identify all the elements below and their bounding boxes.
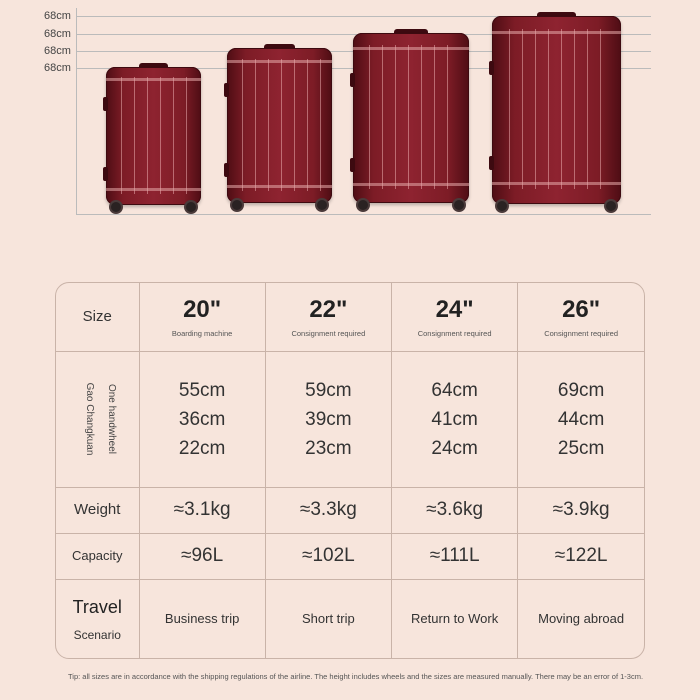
scenario-cell-20: Business trip <box>139 579 265 659</box>
size-value: 20" <box>183 295 222 323</box>
size-row <box>56 283 644 351</box>
spec-table <box>55 282 645 659</box>
dimensions-label-a: One handwheel <box>106 383 117 455</box>
size-value: 26" <box>562 295 601 323</box>
size-type: Consignment required <box>291 328 366 338</box>
suitcase-22-image <box>227 48 332 203</box>
size-cell-22 <box>265 283 391 351</box>
size-header: Size <box>56 283 139 351</box>
scenario-cell-26: Moving abroad <box>518 579 644 659</box>
width-value: 39cm <box>305 408 352 430</box>
dimensions-cell-22 <box>265 351 391 487</box>
size-cell-20 <box>139 283 265 351</box>
height-axis <box>76 8 77 215</box>
luggage-illustration <box>0 0 700 260</box>
depth-value: 22cm <box>178 437 226 459</box>
depth-value: 24cm <box>431 437 478 459</box>
floor-line <box>76 214 651 215</box>
dimensions-row <box>56 351 644 487</box>
weight-header: Weight <box>56 487 139 533</box>
scenario-cell-24: Return to Work <box>392 579 518 659</box>
size-value: 24" <box>435 295 474 323</box>
capacity-cell-22: ≈102L <box>265 533 391 579</box>
size-cell-24 <box>392 283 518 351</box>
capacity-row <box>56 533 644 579</box>
travel-label: Travel <box>72 596 122 617</box>
weight-cell-22: ≈3.3kg <box>265 487 391 533</box>
weight-cell-26: ≈3.9kg <box>518 487 644 533</box>
weight-cell-20: ≈3.1kg <box>139 487 265 533</box>
capacity-header: Capacity <box>56 533 139 579</box>
height-value: 59cm <box>305 379 352 401</box>
dimensions-cell-26 <box>518 351 644 487</box>
dimensions-header <box>56 351 139 487</box>
height-value: 64cm <box>431 379 478 401</box>
dimensions-label-b: Gao Changkuan <box>84 382 95 456</box>
height-label: 68cm <box>44 45 71 57</box>
height-value: 69cm <box>557 379 605 401</box>
width-value: 44cm <box>557 408 605 430</box>
height-value: 55cm <box>178 379 226 401</box>
height-label: 68cm <box>44 62 71 74</box>
dimensions-cell-24 <box>392 351 518 487</box>
scenario-cell-22: Short trip <box>265 579 391 659</box>
scenario-row <box>56 579 644 659</box>
size-type: Consignment required <box>544 328 619 338</box>
weight-row <box>56 487 644 533</box>
height-label: 68cm <box>44 10 71 22</box>
depth-value: 23cm <box>305 437 352 459</box>
size-type: Boarding machine <box>171 328 233 338</box>
weight-cell-24: ≈3.6kg <box>392 487 518 533</box>
size-type: Consignment required <box>417 328 492 338</box>
tip-note: Tip: all sizes are in accordance with the shipping regulations of the airline. The height includes wheels and the sizes are measured manually. There may be an error of 1-3cm. <box>68 672 644 681</box>
width-value: 41cm <box>431 408 478 430</box>
size-cell-26 <box>518 283 644 351</box>
height-label: 68cm <box>44 28 71 40</box>
suitcase-26-image <box>492 16 621 204</box>
scenario-label: Scenario <box>73 627 121 642</box>
capacity-cell-24: ≈111L <box>392 533 518 579</box>
suitcase-24-image <box>353 33 469 203</box>
capacity-cell-26: ≈122L <box>518 533 644 579</box>
scenario-header <box>56 579 139 659</box>
width-value: 36cm <box>178 408 226 430</box>
size-value: 22" <box>309 295 348 323</box>
depth-value: 25cm <box>557 437 605 459</box>
suitcase-20-image <box>106 67 201 205</box>
capacity-cell-20: ≈96L <box>139 533 265 579</box>
dimensions-cell-20 <box>139 351 265 487</box>
